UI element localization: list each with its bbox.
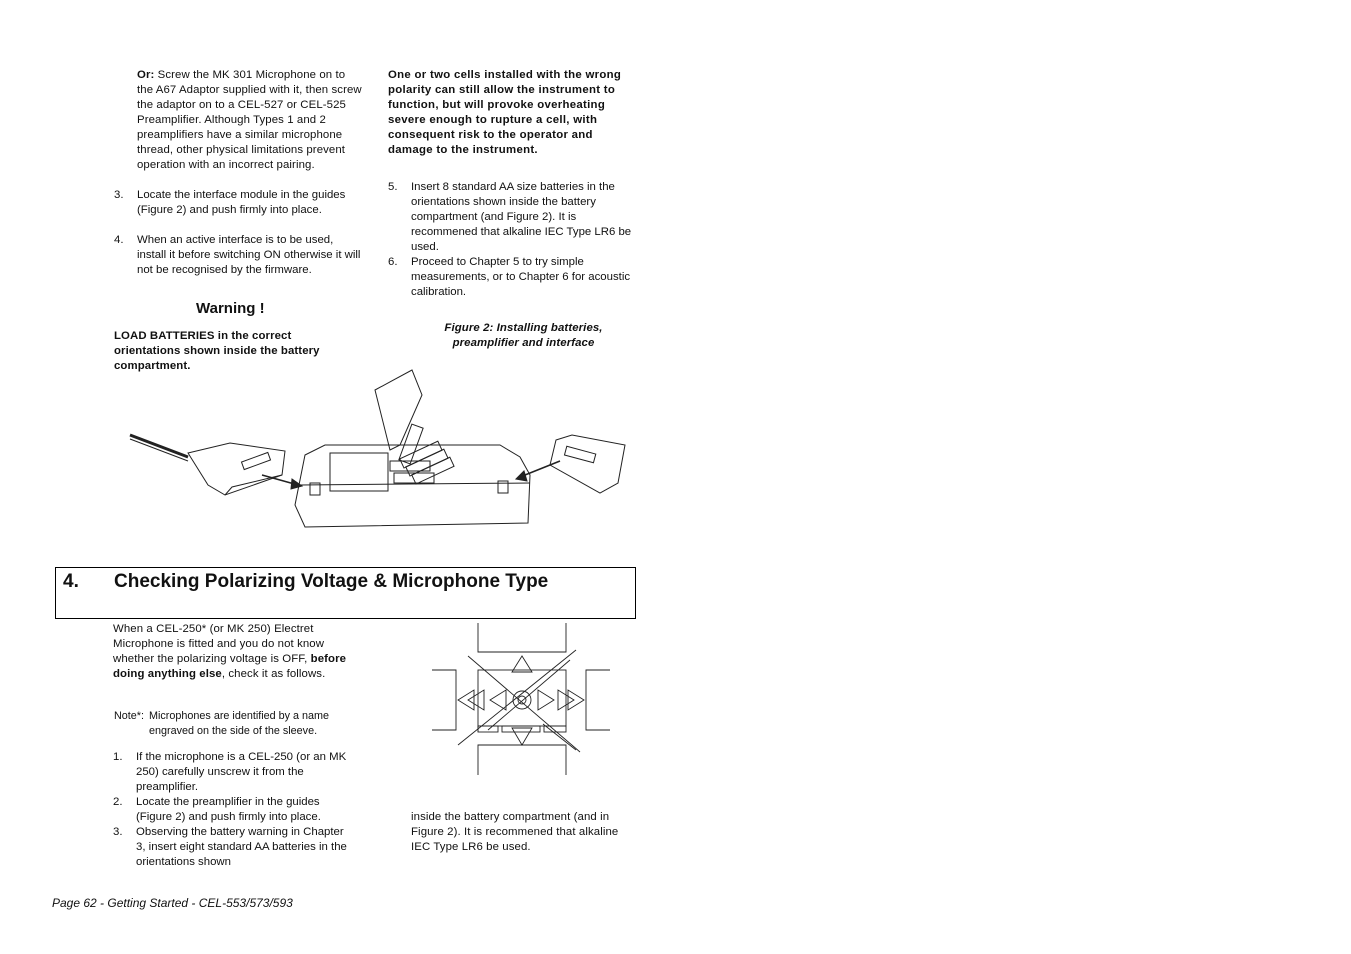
note <box>114 709 364 741</box>
note-text: Microphones are identified by a name engraved on the side of the sleeve. <box>149 710 330 737</box>
section-title: Checking Polarizing Voltage & Microphone Type <box>114 571 549 592</box>
keypad-diagram <box>428 620 628 780</box>
arrow-right-illustration <box>516 461 560 481</box>
section-number: 4. <box>63 571 79 592</box>
down-arrow-icon <box>512 728 532 745</box>
or-text: Screw the MK 301 Microphone on to the A67 Adaptor supplied with it, then screw the adaptor on to a CEL-527 or CEL-525 Preamplifier. Although Types 1 and 2 preamplifiers have a similar microphone thread, other physical limitations prevent operation with an incorrect pairing. <box>137 69 362 171</box>
right-arrow-icon <box>538 690 554 710</box>
preamplifier-illustration <box>130 435 285 495</box>
section-intro <box>113 622 358 682</box>
list-item-text: Locate the preamplifier in the guides (Figure 2) and push firmly into place. <box>136 796 321 823</box>
intro-text-a: When a CEL-250* (or MK 250) Electret Microphone is fitted and you do not know whether the polarizing voltage is OFF, <box>113 623 325 665</box>
list-item-number: 6. <box>388 256 398 268</box>
list-item <box>114 233 362 295</box>
warning-text: LOAD BATTERIES in the correct orientations shown inside the battery compartment. <box>114 330 320 372</box>
left-arrow-icon <box>458 690 474 710</box>
list-item <box>114 188 362 234</box>
list-item <box>113 795 361 827</box>
list-item-number: 3. <box>114 189 124 201</box>
list-item <box>388 180 636 258</box>
batteries-illustration <box>390 424 454 484</box>
intro-bold-text: before doing anything else <box>113 653 347 680</box>
page-footer: Page 62 - Getting Started - CEL-553/573/593 <box>52 896 293 910</box>
arrow-left-illustration <box>262 475 302 489</box>
list-item-number: 3. <box>113 826 123 838</box>
warning-title: Warning ! <box>196 300 265 317</box>
right-arrow-icon <box>568 690 584 710</box>
polarity-warning: One or two cells installed with the wrong polarity can still allow the instrument to function, but will provoke overheating severe enough to rupture a cell, with consequent risk to the operator and damage to the instrument. <box>388 69 622 156</box>
left-arrow-icon <box>490 690 506 710</box>
continued-text: inside the battery compartment (and in Figure 2). It is recommened that alkaline IEC Type LR6 be used. <box>411 811 619 853</box>
list-item <box>113 825 361 871</box>
list-item-text: Insert 8 standard AA size batteries in the orientations shown inside the battery compartment (and Figure 2). It is recommened that alkaline IEC Type LR6 be used. <box>411 181 632 253</box>
battery-cover-illustration <box>375 370 422 450</box>
list-item <box>113 750 361 796</box>
list-item-number: 2. <box>113 796 123 808</box>
list-item-text: If the microphone is a CEL-250 (or an MK 250) carefully unscrew it from the preamplifier. <box>136 751 347 793</box>
left-arrow-icon <box>468 690 484 710</box>
intro-text-b: , check it as follows. <box>221 668 326 680</box>
list-item <box>388 255 636 301</box>
list-item-number: 4. <box>114 234 124 246</box>
figure-caption: Figure 2: Installing batteries, preamplifier and interface <box>444 322 603 349</box>
note-label: Note*: <box>114 710 145 722</box>
list-item-text: Observing the battery warning in Chapter 3, insert eight standard AA batteries in the orientations shown <box>136 826 347 868</box>
or-paragraph <box>137 68 362 173</box>
list-item-number: 5. <box>388 181 398 193</box>
battery-installation-figure <box>120 365 640 535</box>
list-item-number: 1. <box>113 751 123 763</box>
list-item-text: When an active interface is to be used, install it before switching ON otherwise it will not be recognised by the firmware. <box>137 234 361 276</box>
or-label: Or: <box>137 69 155 81</box>
list-item-text: Proceed to Chapter 5 to try simple measurements, or to Chapter 6 for acoustic calibration. <box>411 256 631 298</box>
interface-module-illustration <box>550 435 625 493</box>
list-item-text: Locate the interface module in the guides (Figure 2) and push firmly into place. <box>137 189 346 216</box>
